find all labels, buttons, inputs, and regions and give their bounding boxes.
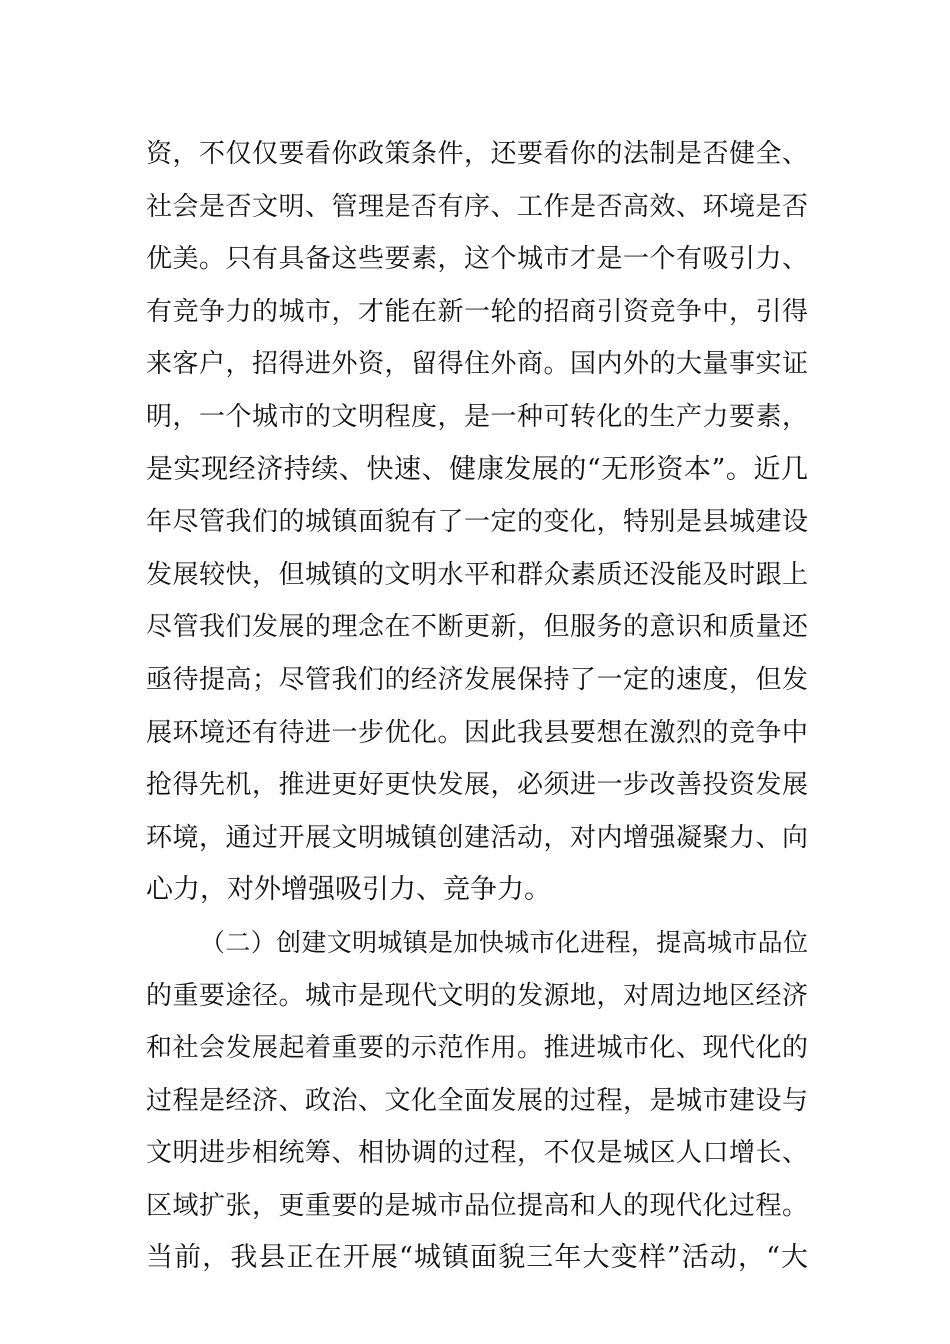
text-line: 文明进步相统筹、相协调的过程，不仅是城区人口增长、 [146, 1138, 808, 1169]
text-line: 当前，我县正在开展“城镇面貌三年大变样”活动，“大 [146, 1242, 808, 1274]
text-line: 优美。只有具备这些要素，这个城市才是一个有吸引力、 [146, 244, 808, 275]
text-line: 环境，通过开展文明城镇创建活动，对内增强凝聚力、向 [146, 822, 808, 853]
text-line: 年尽管我们的城镇面貌有了一定的变化，特别是县城建设 [146, 507, 808, 538]
text-line: 社会是否文明、管理是否有序、工作是否高效、环境是否 [146, 191, 808, 222]
text-line: 过程是经济、政治、文化全面发展的过程，是城市建设与 [146, 1085, 808, 1116]
text-line: 区域扩张，更重要的是城市品位提高和人的现代化过程。 [146, 1190, 808, 1221]
text-line: 发展较快，但城镇的文明水平和群众素质还没能及时跟上 [146, 559, 808, 590]
text-line: 有竞争力的城市，才能在新一轮的招商引资竞争中，引得 [146, 296, 808, 327]
text-line: 抢得先机，推进更好更快发展，必须进一步改善投资发展 [146, 770, 808, 801]
text-line: 是实现经济持续、快速、健康发展的“无形资本”。近几 [146, 453, 808, 485]
text-line: 尽管我们发展的理念在不断更新，但服务的意识和质量还 [146, 612, 808, 643]
text-line: 展环境还有待进一步优化。因此我县要想在激烈的竞争中 [146, 717, 808, 748]
text-line: 和社会发展起着重要的示范作用。推进城市化、现代化的 [146, 1033, 808, 1064]
text-line: 的重要途径。城市是现代文明的发源地，对周边地区经济 [146, 980, 808, 1011]
text-line: 亟待提高；尽管我们的经济发展保持了一定的速度，但发 [146, 664, 808, 695]
text-line: 心力，对外增强吸引力、竞争力。 [146, 874, 551, 906]
body-text [146, 128, 808, 1285]
text-line: 明，一个城市的文明程度，是一种可转化的生产力要素， [146, 401, 808, 432]
text-line: （二）创建文明城镇是加快城市化进程，提高城市品位 [200, 927, 808, 957]
text-line: 资，不仅仅要看你政策条件，还要看你的法制是否健全、 [146, 139, 808, 169]
text-line: 来客户，招得进外资，留得住外商。国内外的大量事实证 [146, 349, 808, 380]
